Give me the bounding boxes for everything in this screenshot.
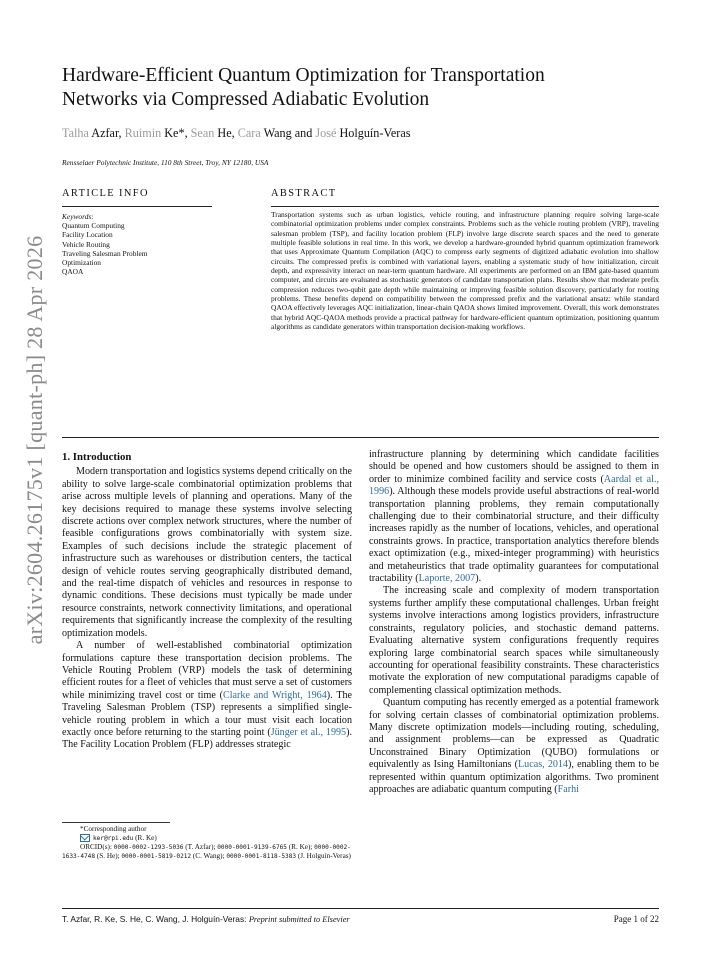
author-3: Sean He, [190,126,235,140]
abstract-heading: ABSTRACT [271,188,337,199]
paper-title [62,64,662,112]
keyword: Traveling Salesman Problem [62,248,148,258]
footnote-rule [62,822,170,823]
affiliation: Rensselaer Polytechnic Institute, 110 8th Street, Troy, NY 12180, USA [62,158,269,167]
left-column [62,451,352,752]
citation-link[interactable]: Aardal et al., 1996 [369,473,659,498]
citation-link[interactable]: Clarke and Wright, 1964 [223,689,327,701]
arxiv-stamp-text: arXiv:2604.26175v1 [quant-ph] 28 Apr 2026 [22,235,47,645]
keyword: Vehicle Routing [62,239,110,249]
author-list [62,126,662,141]
keyword: Quantum Computing [62,221,125,231]
author-4: Cara Wang and [237,126,313,140]
title-line-1: Hardware-Efficient Quantum Optimization for Transportation [62,65,545,86]
paragraph: infrastructure planning by determining which candidate facilities should be opened and how customers should be assigned to them in order to minimize combined facility and service costs (Aardal et al., 1996). Although these models provide useful abstractions of real-world transportation planning problems, they remain computationally challenging due to their combinatorial structure, and their difficulty increases rapidly as the number of locations, vehicles, and operational constraints grows. In practice, transportation analytics therefore blends exact optimization (e.g., mixed-integer programming) with heuristics and metaheuristics that trade optimality guarantees for computational tractability (Laporte, 2007). [369,449,659,585]
arxiv-stamp [20,235,50,645]
paragraph: Modern transportation and logistics systems depend critically on the ability to solve large-scale combinatorial optimization problems that arise across multiple levels of planning and operations. Many of the key decisions required to manage these systems involve selecting discrete actions over complex network structures, where the number of feasible configurations grows combinatorially with system size. Examples of such decisions include the strategic placement of infrastructure such as warehouses or distribution centers, the tactical design of vehicle routes serving geographically distributed demand, and the real-time dispatch of vehicles and resources in response to dynamic conditions. These decisions must typically be made under resource constraints, network connectivity limitations, and operational requirements that significantly increase the complexity of the resulting optimization models. [62,466,352,639]
paragraph: A number of well-established combinatorial optimization formulations capture these transportation decision problems. The Vehicle Routing Problem (VRP) models the task of determining efficient routes for a fleet of vehicles that must serve a set of customers while minimizing travel cost or time (Clarke and Wright, 1964). The Traveling Salesman Problem (TSP) represents a simplified single-vehicle routing problem in which a tour must visit each location exactly once before returning to the starting point (Jünger et al., 1995). The Facility Location Problem (FLP) addresses strategic [62,640,353,751]
abstract-text: Transportation systems such as urban logistics, vehicle routing, and infrastructure planning require solving large-scale combinatorial optimization problems under complex constraints. Problems such as the vehicle routing problem (VRP), traveling salesman problem (TSP), and facility location problem (FLP) involve large discrete search spaces and the need to generate multiple feasible solutions in real time. In this work, we develop a hardware-grounded hybrid quantum optimization framework that uses Approximate Quantum Compilation (AQC) to compress early segments of digitized adiabatic evolution into shallow circuits. The compressed prefix is combined with variational layers, enabling a systematic study of how initialization, circuit depth, and expressivity interact on near-term quantum hardware. All experiments are performed on an IBM gate-based quantum computer, and circuits are evaluated as stochastic generators of candidate transportation plans. Results show that moderate prefix compression reduces two-qubit gate depth while maintaining or improving feasible solution discovery, particularly for routing problems. These benefits depend on compatibility between the compressed prefix and the variational ansatz: while standard QAOA effectively leverages AQC initialization, linear-chain QAOA shows limited improvement. Overall, this work demonstrates that hybrid AQC-QAOA methods provide a practical pathway for hardware-efficient quantum optimization, positioning quantum algorithms as candidate generators within transportation decision-making workflows. [271,210,659,332]
keywords-block: Keywords: Quantum Computing Facility Location Vehicle Routing Traveling Salesman Problem Optimization QAOA [62,212,148,277]
email-link[interactable]: ker@rpi.edu [93,835,134,842]
keywords-label: Keywords [62,212,92,221]
footer-rule [62,908,659,909]
author-1: Talha Azfar, [62,126,122,140]
intro-heading: 1. Introduction [62,451,132,463]
paragraph: The increasing scale and complexity of modern transportation systems further amplify these computational challenges. Urban freight systems involve interactions among logistics providers, infrastructure constraints, regulatory policies, and stochastic demand patterns. Evaluating alternative system configurations frequently requires exploring large combinatorial search spaces while simultaneously accounting for operational feasibility constraints. These characteristics motivate the exploration of new computational paradigms capable of complementing classical optimization methods. [369,585,659,696]
keyword: QAOA [62,267,84,277]
abstract-bottom-rule [62,437,659,438]
orcid-line: ORCID(s): 0000-0002-1293-5036 (T. Azfar); 0000-0001-9139-6765 (R. Ke); 0000-0002-1633-4748 (S. He); 0000-0001-5819-0212 (C. Wang); 0000-0001-8118-5383 (J. Holguín-Veras) [62,843,351,860]
author-2: Ruimin Ke*, [124,126,188,140]
paragraph: Quantum computing has recently emerged as a potential framework for solving certain classes of combinatorial optimization problems. Many discrete optimization models—including routing, scheduling, and assignment problems—can be expressed as Quadratic Unconstrained Binary Optimization (QUBO) formulations or equivalently as Ising Hamiltonians (Lucas, 2014), enabling them to be represented within quantum optimization algorithms. Two prominent approaches are adiabatic quantum computing (Farhi [369,697,660,795]
citation-link[interactable]: Lucas, 2014 [518,759,569,771]
corresponding-author-note: *Corresponding author [80,825,147,833]
keyword: Facility Location [62,230,113,240]
envelope-icon [80,834,90,842]
citation-link[interactable]: Jünger et al., 1995 [270,726,347,738]
abstract-rule [271,206,659,207]
title-line-2: Networks via Compressed Adiabatic Evolution [62,89,430,110]
article-info-rule [62,206,212,207]
email-line: ker@rpi.edu (R. Ke) [62,834,352,843]
keyword: Optimization [62,258,101,268]
footnote [62,825,352,861]
page-number: Page 1 of 22 [613,914,659,924]
author-5: José Holguín-Veras [315,126,411,140]
footer-citation: T. Azfar, R. Ke, S. He, C. Wang, J. Holguín-Veras: Preprint submitted to Elsevier [62,914,350,924]
citation-link[interactable]: Farhi [557,783,579,795]
right-column [369,449,659,796]
article-info-heading: ARTICLE INFO [62,188,149,199]
citation-link[interactable]: Laporte, 2007 [418,573,476,585]
